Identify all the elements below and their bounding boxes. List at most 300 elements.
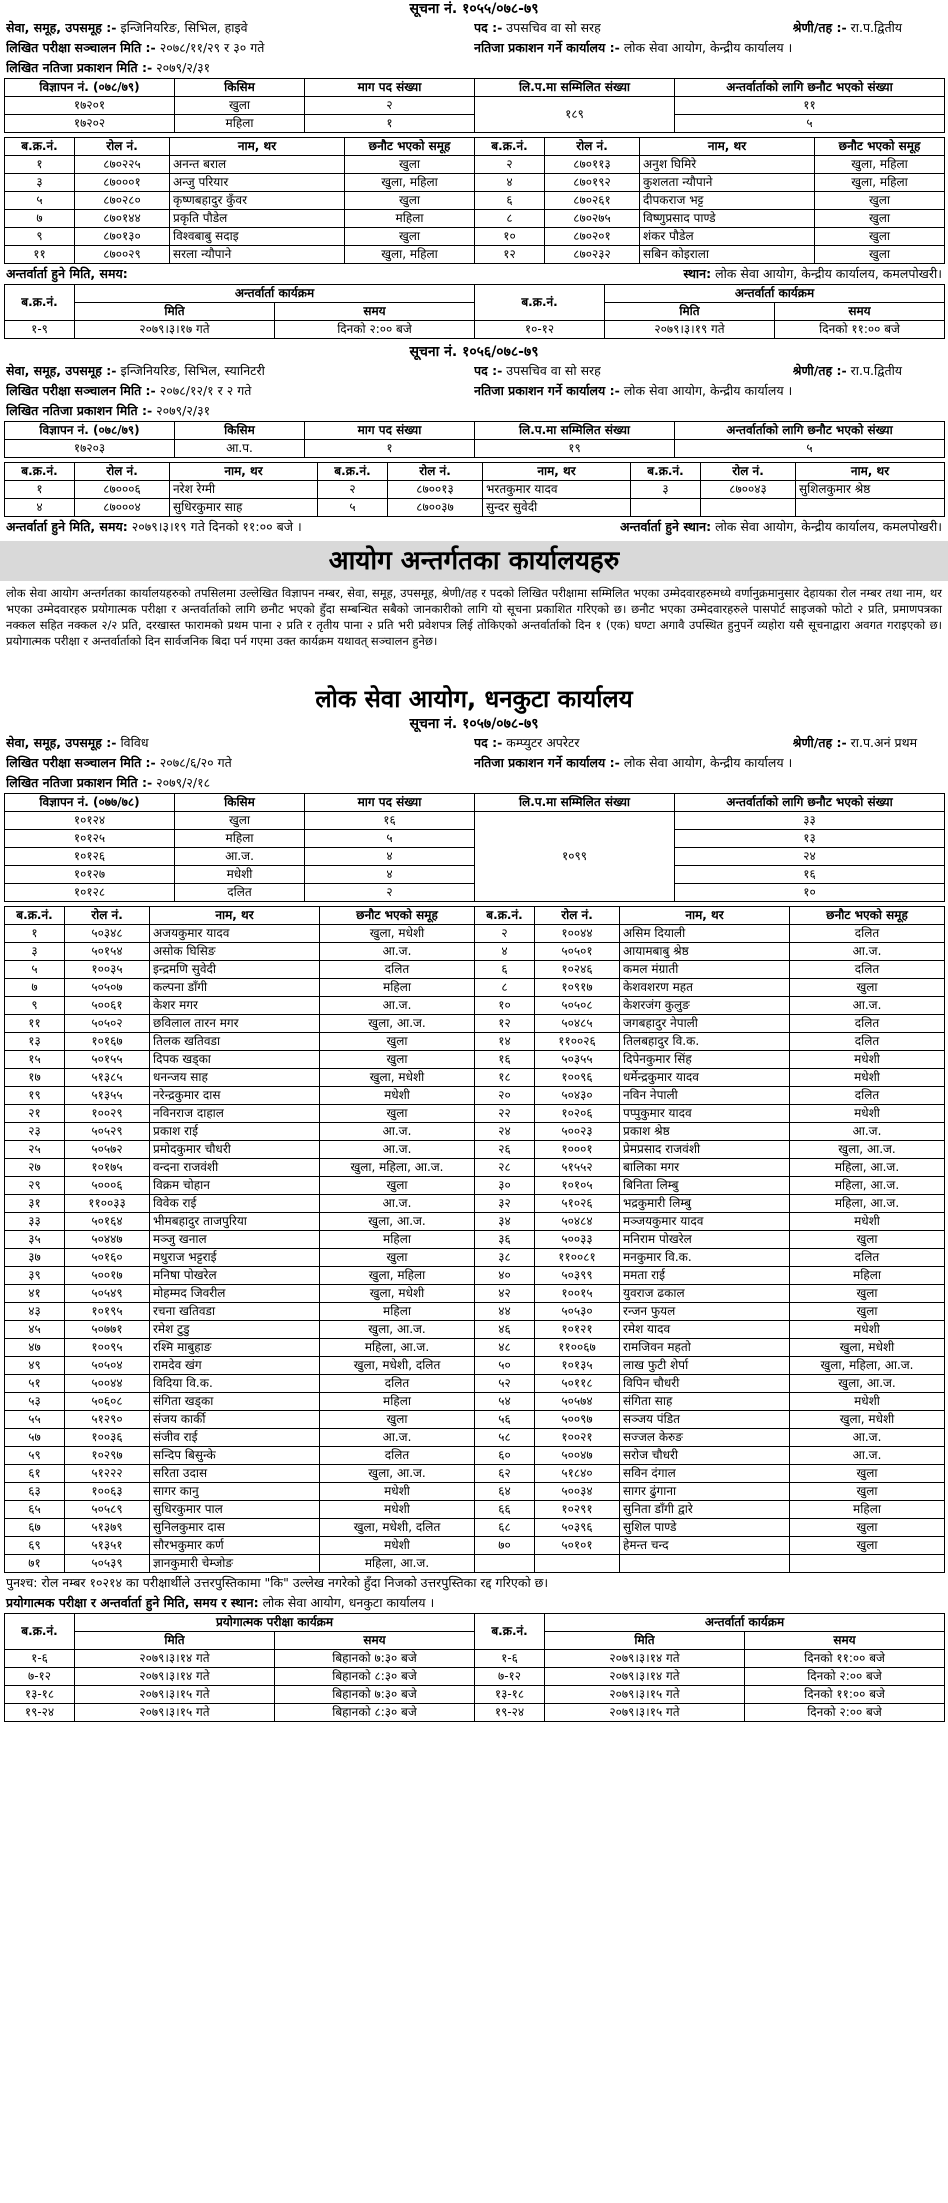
serial-no: ४१: [5, 1285, 65, 1303]
roll-no: ५०५०४: [65, 1357, 150, 1375]
selected-group: आ.ज.: [320, 997, 475, 1015]
serial-no: ६६: [475, 1501, 535, 1519]
roll-no: ११००६७: [535, 1339, 620, 1357]
column-header: ब.क्र.नं.: [318, 463, 388, 481]
candidate-name: केशवशरण महत: [620, 979, 790, 997]
candidate-name: रमेश टुडु: [150, 1321, 320, 1339]
table-row: [5, 1267, 945, 1285]
sched-cell: १-६: [475, 1650, 545, 1668]
serial-no: ४: [475, 174, 545, 192]
serial-no: ५०: [475, 1357, 535, 1375]
roll-no: ५००४७: [535, 1447, 620, 1465]
postscript-note: [0, 1573, 948, 1593]
candidate-name: वन्दना राजवंशी: [150, 1159, 320, 1177]
sched-cell: बिहानको ८:३० बजे: [275, 1704, 475, 1722]
roll-no: १०१९५: [65, 1303, 150, 1321]
table-row: [5, 1015, 945, 1033]
roll-no: १००४४: [535, 925, 620, 943]
selected-group: खुला: [790, 1231, 945, 1249]
serial-no: ६०: [475, 1447, 535, 1465]
table-row: [5, 1537, 945, 1555]
roll-no: ८७०२६१: [545, 192, 640, 210]
selected-group: खुला: [320, 1249, 475, 1267]
candidate-name: अनुश घिमिरे: [640, 156, 815, 174]
selected-group: खुला: [345, 228, 475, 246]
selected-group: खुला, महिला, आ.ज.: [320, 1159, 475, 1177]
post-value: उपसचिव वा सो सरह: [506, 20, 601, 35]
adv-selected: १०: [675, 884, 945, 902]
column-header: ब.क्र.नं.: [475, 907, 535, 925]
roll-no: ८७०१३०: [75, 228, 170, 246]
serial-no: ७१: [5, 1555, 65, 1573]
table-row: [5, 1033, 945, 1051]
selected-group: मधेशी: [790, 1393, 945, 1411]
serial-no: २६: [475, 1141, 535, 1159]
adv-demand: १६: [305, 812, 475, 830]
result-office-label: नतिजा प्रकाशन गर्ने कार्यालय :-: [474, 383, 620, 398]
adv-number: १७२०१: [5, 97, 175, 115]
roll-no: ५१२९०: [65, 1411, 150, 1429]
table-row: [5, 1411, 945, 1429]
selected-group: महिला, आ.ज.: [320, 1555, 475, 1573]
selected-group: खुला: [345, 156, 475, 174]
serial-no: ६२: [475, 1465, 535, 1483]
adv-selected: १३: [675, 830, 945, 848]
service-value: इन्जिनियरिङ, सिभिल, स्यानिटरी: [120, 363, 265, 378]
selected-group: दलित: [790, 1249, 945, 1267]
serial-no: ४६: [475, 1321, 535, 1339]
candidate-name: हेमन्त चन्द: [620, 1537, 790, 1555]
roll-no: ८७०१९२: [545, 174, 640, 192]
serial-no: १८: [475, 1069, 535, 1087]
roll-no: ८७०२०१: [545, 228, 640, 246]
table-row: [5, 1303, 945, 1321]
roll-no: ५०५८९: [65, 1501, 150, 1519]
selected-group: मधेशी: [790, 1051, 945, 1069]
serial-no: २७: [5, 1159, 65, 1177]
candidate-name: छविलाल तारन मगर: [150, 1015, 320, 1033]
roll-no: ५००१७: [65, 1267, 150, 1285]
selected-group: खुला: [815, 246, 945, 264]
sched-cell: २०७९।३।१४ गते: [75, 1668, 275, 1686]
exam-date-value: २०७८/११/२९ र ३० गते: [159, 40, 265, 55]
selected-group: दलित: [790, 925, 945, 943]
sched-cell: २०७९।३।१५ गते: [545, 1704, 745, 1722]
candidate-name: सुशिलकुमार श्रेष्ठ: [796, 481, 945, 499]
adv-demand: ४: [305, 866, 475, 884]
serial-no: १: [5, 481, 75, 499]
serial-no: ६९: [5, 1537, 65, 1555]
roll-no: १०१६७: [65, 1033, 150, 1051]
adv-header: माग पद संख्या: [305, 79, 475, 97]
candidate-name: मनिराम पोखरेल: [620, 1231, 790, 1249]
adv-type: मधेशी: [175, 866, 305, 884]
table-row: [5, 997, 945, 1015]
candidate-name: तिलक खतिवडा: [150, 1033, 320, 1051]
roll-no: ५१३५५: [65, 1087, 150, 1105]
candidate-name: सुनिता डाँगी द्वारे: [620, 1501, 790, 1519]
candidate-name: अन्जु परियार: [170, 174, 345, 192]
sched-header: समय: [275, 303, 475, 321]
serial-no: ५: [5, 192, 75, 210]
selected-group: खुला, मधेशी, दलित: [320, 1357, 475, 1375]
column-header: रोल नं.: [75, 463, 170, 481]
candidate-name: असोक घिसिङ: [150, 943, 320, 961]
post-value: कम्प्युटर अपरेटर: [506, 735, 580, 750]
result-date-label: लिखित नतिजा प्रकाशन मिति :-: [6, 403, 153, 418]
result-office-label: नतिजा प्रकाशन गर्ने कार्यालय :-: [474, 755, 620, 770]
table-row: [5, 979, 945, 997]
selected-group: आ.ज.: [790, 1429, 945, 1447]
roll-no: ५०३५५: [535, 1051, 620, 1069]
table-row: [5, 1483, 945, 1501]
roll-no: ५१३५१: [65, 1537, 150, 1555]
notice-header-row-1: [0, 361, 948, 381]
candidate-name: धर्मेन्द्रकुमार यादव: [620, 1069, 790, 1087]
selected-group: महिला: [790, 1267, 945, 1285]
roll-no: १००३६: [65, 1429, 150, 1447]
sched-cell: २०७९।३।१७ गते: [75, 321, 275, 339]
selected-group: खुला, मधेशी: [320, 1069, 475, 1087]
class-value: रा.प.द्वितीय: [850, 20, 903, 35]
adv-selected: ३३: [675, 812, 945, 830]
column-header: ब.क्र.नं.: [475, 138, 545, 156]
candidate-name: रामजिवन महतो: [620, 1339, 790, 1357]
selected-group: खुला: [345, 192, 475, 210]
adv-type: आ.ज.: [175, 848, 305, 866]
result-office-label: नतिजा प्रकाशन गर्ने कार्यालय :-: [474, 40, 620, 55]
roll-no: ५००२३: [535, 1123, 620, 1141]
adv-demand: ५: [305, 830, 475, 848]
adv-header: अन्तर्वार्ताको लागि छनौट भएको संख्या: [675, 422, 945, 440]
candidate-name: संगिता साह: [620, 1393, 790, 1411]
selected-group: खुला, आ.ज.: [790, 1141, 945, 1159]
serial-no: ४: [475, 943, 535, 961]
candidate-name: ज्ञानकुमारी चेम्जोङ: [150, 1555, 320, 1573]
column-header: नाम, थर: [796, 463, 945, 481]
class-label: श्रेणी/तह :-: [792, 20, 847, 35]
candidate-name: रन्जन फुयल: [620, 1303, 790, 1321]
selected-group: दलित: [320, 961, 475, 979]
adv-header: माग पद संख्या: [305, 422, 475, 440]
table-row: [5, 1087, 945, 1105]
selected-group: खुला: [320, 1105, 475, 1123]
serial-no: ६३: [5, 1483, 65, 1501]
selected-group: खुला, महिला, आ.ज.: [790, 1357, 945, 1375]
column-header: रोल नं.: [545, 138, 640, 156]
column-header: ब.क्र.नं.: [631, 463, 701, 481]
adv-header: किसिम: [175, 79, 305, 97]
candidate-name: विदिया वि.क.: [150, 1375, 320, 1393]
sched-cell: दिनको ११:०० बजे: [745, 1686, 945, 1704]
candidate-name: लाख फुटी शेर्पा: [620, 1357, 790, 1375]
serial-no: ५३: [5, 1393, 65, 1411]
selected-group: खुला: [790, 1465, 945, 1483]
table-row: [5, 1447, 945, 1465]
column-header: रोल नं.: [701, 463, 796, 481]
serial-no: २१: [5, 1105, 65, 1123]
candidate-name: कुशलता न्यौपाने: [640, 174, 815, 192]
serial-no: ३८: [475, 1249, 535, 1267]
roll-no: ५०३९९: [535, 1267, 620, 1285]
selected-group: खुला: [320, 1411, 475, 1429]
roll-no: १००९५: [65, 1339, 150, 1357]
roll-no: ५००६१: [65, 997, 150, 1015]
selected-group: मधेशी: [320, 1537, 475, 1555]
serial-no: ५७: [5, 1429, 65, 1447]
service-label: सेवा, समूह, उपसमूह :-: [6, 20, 117, 35]
table-row: [5, 499, 945, 517]
roll-no: ५०५०७: [65, 979, 150, 997]
roll-no: ५०४८५: [535, 1015, 620, 1033]
candidate-name: केशरजंग कुलुङ: [620, 997, 790, 1015]
selected-group: महिला: [345, 210, 475, 228]
serial-no: २४: [475, 1123, 535, 1141]
candidate-name: रश्मि माबुहाङ: [150, 1339, 320, 1357]
candidate-name: सरोज चौधरी: [620, 1447, 790, 1465]
candidate-name: विश्वबाबु सदाइ: [170, 228, 345, 246]
roll-no: [701, 499, 796, 517]
serial-no: ७०: [475, 1537, 535, 1555]
sched-header: मिति: [75, 1632, 275, 1650]
table-row: [5, 481, 945, 499]
roll-no: ८७०२२५: [75, 156, 170, 174]
sched-header: अन्तर्वार्ता कार्यक्रम: [545, 1614, 945, 1632]
adv-number: १०१२८: [5, 884, 175, 902]
serial-no: ८: [475, 979, 535, 997]
adv-header: लि.प.मा सम्मिलित संख्या: [475, 422, 675, 440]
roll-no: १०१७५: [65, 1159, 150, 1177]
adv-type: आ.प.: [175, 440, 305, 458]
serial-no: ९: [5, 228, 75, 246]
class-value: रा.प.द्वितीय: [850, 363, 903, 378]
exam-date-label: लिखित परीक्षा सञ्चालन मिति :-: [6, 383, 156, 398]
adv-total: १०९९: [475, 812, 675, 902]
serial-no: ३१: [5, 1195, 65, 1213]
serial-no: ११: [5, 1015, 65, 1033]
sched-header: मिति: [75, 303, 275, 321]
selected-group: आ.ज.: [790, 997, 945, 1015]
service-label: सेवा, समूह, उपसमूह :-: [6, 735, 117, 750]
candidate-name: नविन नेपाली: [620, 1087, 790, 1105]
interview-info-line: [0, 517, 948, 537]
column-header: छनौट भएको समूह: [815, 138, 945, 156]
exam-date-label: लिखित परीक्षा सञ्चालन मिति :-: [6, 755, 156, 770]
candidate-name: सुधिरकुमार साह: [170, 499, 318, 517]
candidate-name: विवेक राई: [150, 1195, 320, 1213]
selected-group: खुला, मधेशी: [790, 1411, 945, 1429]
selected-group: खुला: [815, 228, 945, 246]
candidate-name: बिनिता लिम्बु: [620, 1177, 790, 1195]
candidate-name: संजय कार्की: [150, 1411, 320, 1429]
notice-1057: [0, 683, 948, 1722]
adv-selected: ११: [675, 97, 945, 115]
place-value: लोक सेवा आयोग, केन्द्रीय कार्यालय, कमलपोखरी।: [715, 266, 942, 281]
table-row: [5, 228, 945, 246]
selected-group: दलित: [790, 1087, 945, 1105]
roll-no: ५०४३०: [535, 1087, 620, 1105]
serial-no: ५८: [475, 1429, 535, 1447]
serial-no: २: [475, 156, 545, 174]
post-value: उपसचिव वा सो सरह: [506, 363, 601, 378]
roll-no: ५०१६०: [65, 1249, 150, 1267]
adv-number: १७२०३: [5, 440, 175, 458]
candidate-name: विक्रम चोहान: [150, 1177, 320, 1195]
adv-type: खुला: [175, 97, 305, 115]
roll-no: ५०४८४: [535, 1213, 620, 1231]
adv-header: अन्तर्वार्ताको लागि छनौट भएको संख्या: [675, 794, 945, 812]
roll-no: ५०१५४: [65, 943, 150, 961]
roll-no: ५००४४: [65, 1375, 150, 1393]
adv-header: विज्ञापन नं. (०७७/७८): [5, 794, 175, 812]
candidate-name: युवराज ढकाल: [620, 1285, 790, 1303]
roll-no: १०२९७: [65, 1447, 150, 1465]
candidate-name: सविन दंगाल: [620, 1465, 790, 1483]
serial-no: [475, 1555, 535, 1573]
serial-no: ३२: [475, 1195, 535, 1213]
candidate-name: असिम दियाली: [620, 925, 790, 943]
result-office-value: लोक सेवा आयोग, केन्द्रीय कार्यालय ।: [623, 383, 793, 398]
selected-group: आ.ज.: [320, 943, 475, 961]
sched-cell: दिनको २:०० बजे: [745, 1704, 945, 1722]
candidate-name: दिपेनकुमार सिंह: [620, 1051, 790, 1069]
serial-no: ६५: [5, 1501, 65, 1519]
selected-group: खुला, आ.ज.: [320, 1213, 475, 1231]
sched-cell: दिनको २:०० बजे: [275, 321, 475, 339]
selected-group: खुला, महिला: [345, 174, 475, 192]
candidate-name: सागर ढुंगाना: [620, 1483, 790, 1501]
candidate-name: सुन्दर सुवेदी: [483, 499, 631, 517]
sched-cell: १-९: [5, 321, 75, 339]
sched-cell: बिहानको ७:३० बजे: [275, 1686, 475, 1704]
class-label: श्रेणी/तह :-: [792, 735, 847, 750]
candidate-name: सुशिल पाण्डे: [620, 1519, 790, 1537]
table-row: [5, 321, 945, 339]
serial-no: [631, 499, 701, 517]
office-heading: लोक सेवा आयोग, धनकुटा कार्यालय: [315, 685, 633, 713]
adv-header: लि.प.मा सम्मिलित संख्या: [475, 79, 675, 97]
roll-no: १०२०६: [535, 1105, 620, 1123]
serial-no: ६८: [475, 1519, 535, 1537]
selected-group: खुला: [790, 979, 945, 997]
advertisement-table: [4, 421, 945, 458]
serial-no: ३३: [5, 1213, 65, 1231]
roll-no: ८७००४३: [701, 481, 796, 499]
serial-no: १२: [475, 246, 545, 264]
column-header: नाम, थर: [170, 138, 345, 156]
adv-number: १०१२७: [5, 866, 175, 884]
service-label: सेवा, समूह, उपसमूह :-: [6, 363, 117, 378]
table-row: [5, 1159, 945, 1177]
roll-no: १००६३: [65, 1483, 150, 1501]
advertisement-table: [4, 793, 945, 902]
adv-total: १८९: [475, 97, 675, 133]
table-row: [5, 1069, 945, 1087]
notice-1056: [0, 343, 948, 537]
roll-no: ५०१०१: [535, 1537, 620, 1555]
sched-cell: १९-२४: [5, 1704, 75, 1722]
serial-no: ८: [475, 210, 545, 228]
serial-no: २५: [5, 1141, 65, 1159]
sched-cell: १९-२४: [475, 1704, 545, 1722]
class-label: श्रेणी/तह :-: [792, 363, 847, 378]
roll-no: ५०५०२: [65, 1015, 150, 1033]
table-row: [5, 1213, 945, 1231]
roll-no: १०२९१: [535, 1501, 620, 1519]
adv-demand: ४: [305, 848, 475, 866]
adv-header: किसिम: [175, 794, 305, 812]
selected-group: महिला, आ.ज.: [790, 1177, 945, 1195]
candidate-name: नरेश रेग्मी: [170, 481, 318, 499]
table-row: [5, 210, 945, 228]
roll-no: ५०५७२: [65, 1141, 150, 1159]
candidate-name: शंकर पौडेल: [640, 228, 815, 246]
roll-no: ५०५७४: [535, 1393, 620, 1411]
sched-header: मिति: [605, 303, 775, 321]
serial-no: ७: [5, 979, 65, 997]
serial-no: ३७: [5, 1249, 65, 1267]
roll-no: ८७०२८०: [75, 192, 170, 210]
selected-group: आ.ज.: [320, 1195, 475, 1213]
sched-cell: २०७९।३।१४ गते: [545, 1668, 745, 1686]
roll-no: ५०५०८: [535, 997, 620, 1015]
selected-group: मधेशी: [790, 1069, 945, 1087]
selected-group: महिला: [320, 979, 475, 997]
selected-group: मधेशी: [320, 1501, 475, 1519]
candidate-name: प्रकाश श्रेष्ठ: [620, 1123, 790, 1141]
roll-no: ५१२२२: [65, 1465, 150, 1483]
exam-date-label: लिखित परीक्षा सञ्चालन मिति :-: [6, 40, 156, 55]
serial-no: ४३: [5, 1303, 65, 1321]
selected-group: खुला: [320, 1033, 475, 1051]
adv-number: १०१२६: [5, 848, 175, 866]
place-label: स्थान:: [683, 266, 712, 281]
notice-header-row-1: [0, 733, 948, 753]
table-row: [5, 1555, 945, 1573]
table-row: [5, 192, 945, 210]
result-date-label: लिखित नतिजा प्रकाशन मिति :-: [6, 60, 153, 75]
candidate-name: विष्णुप्रसाद पाण्डे: [640, 210, 815, 228]
column-header: नाम, थर: [150, 907, 320, 925]
notice-1055: [0, 0, 948, 339]
serial-no: ३९: [5, 1267, 65, 1285]
roll-no: ५०४४७: [65, 1231, 150, 1249]
roll-no: ५००९७: [535, 1411, 620, 1429]
selected-group: खुला, आ.ज.: [320, 1015, 475, 1033]
candidate-name: जगबहादुर नेपाली: [620, 1015, 790, 1033]
candidate-name: प्रमोदकुमार चौधरी: [150, 1141, 320, 1159]
sched-header: अन्तर्वार्ता कार्यक्रम: [605, 285, 945, 303]
column-header: रोल नं.: [388, 463, 483, 481]
serial-no: ३: [5, 174, 75, 192]
serial-no: ६४: [475, 1483, 535, 1501]
candidate-name: कमल मंग्राती: [620, 961, 790, 979]
candidate-name: बालिका मगर: [620, 1159, 790, 1177]
selected-group: दलित: [790, 1033, 945, 1051]
candidate-name: धनन्जय साह: [150, 1069, 320, 1087]
table-row: [5, 1177, 945, 1195]
table-row: [5, 1650, 945, 1668]
serial-no: ५५: [5, 1411, 65, 1429]
adv-demand: १: [305, 440, 475, 458]
selected-group: खुला: [320, 1051, 475, 1069]
roll-no: ५०३९६: [535, 1519, 620, 1537]
adv-selected: १६: [675, 866, 945, 884]
candidate-name: रचना खतिवडा: [150, 1303, 320, 1321]
serial-no: ४०: [475, 1267, 535, 1285]
result-date-label: लिखित नतिजा प्रकाशन मिति :-: [6, 775, 153, 790]
selected-group: मधेशी: [790, 1321, 945, 1339]
